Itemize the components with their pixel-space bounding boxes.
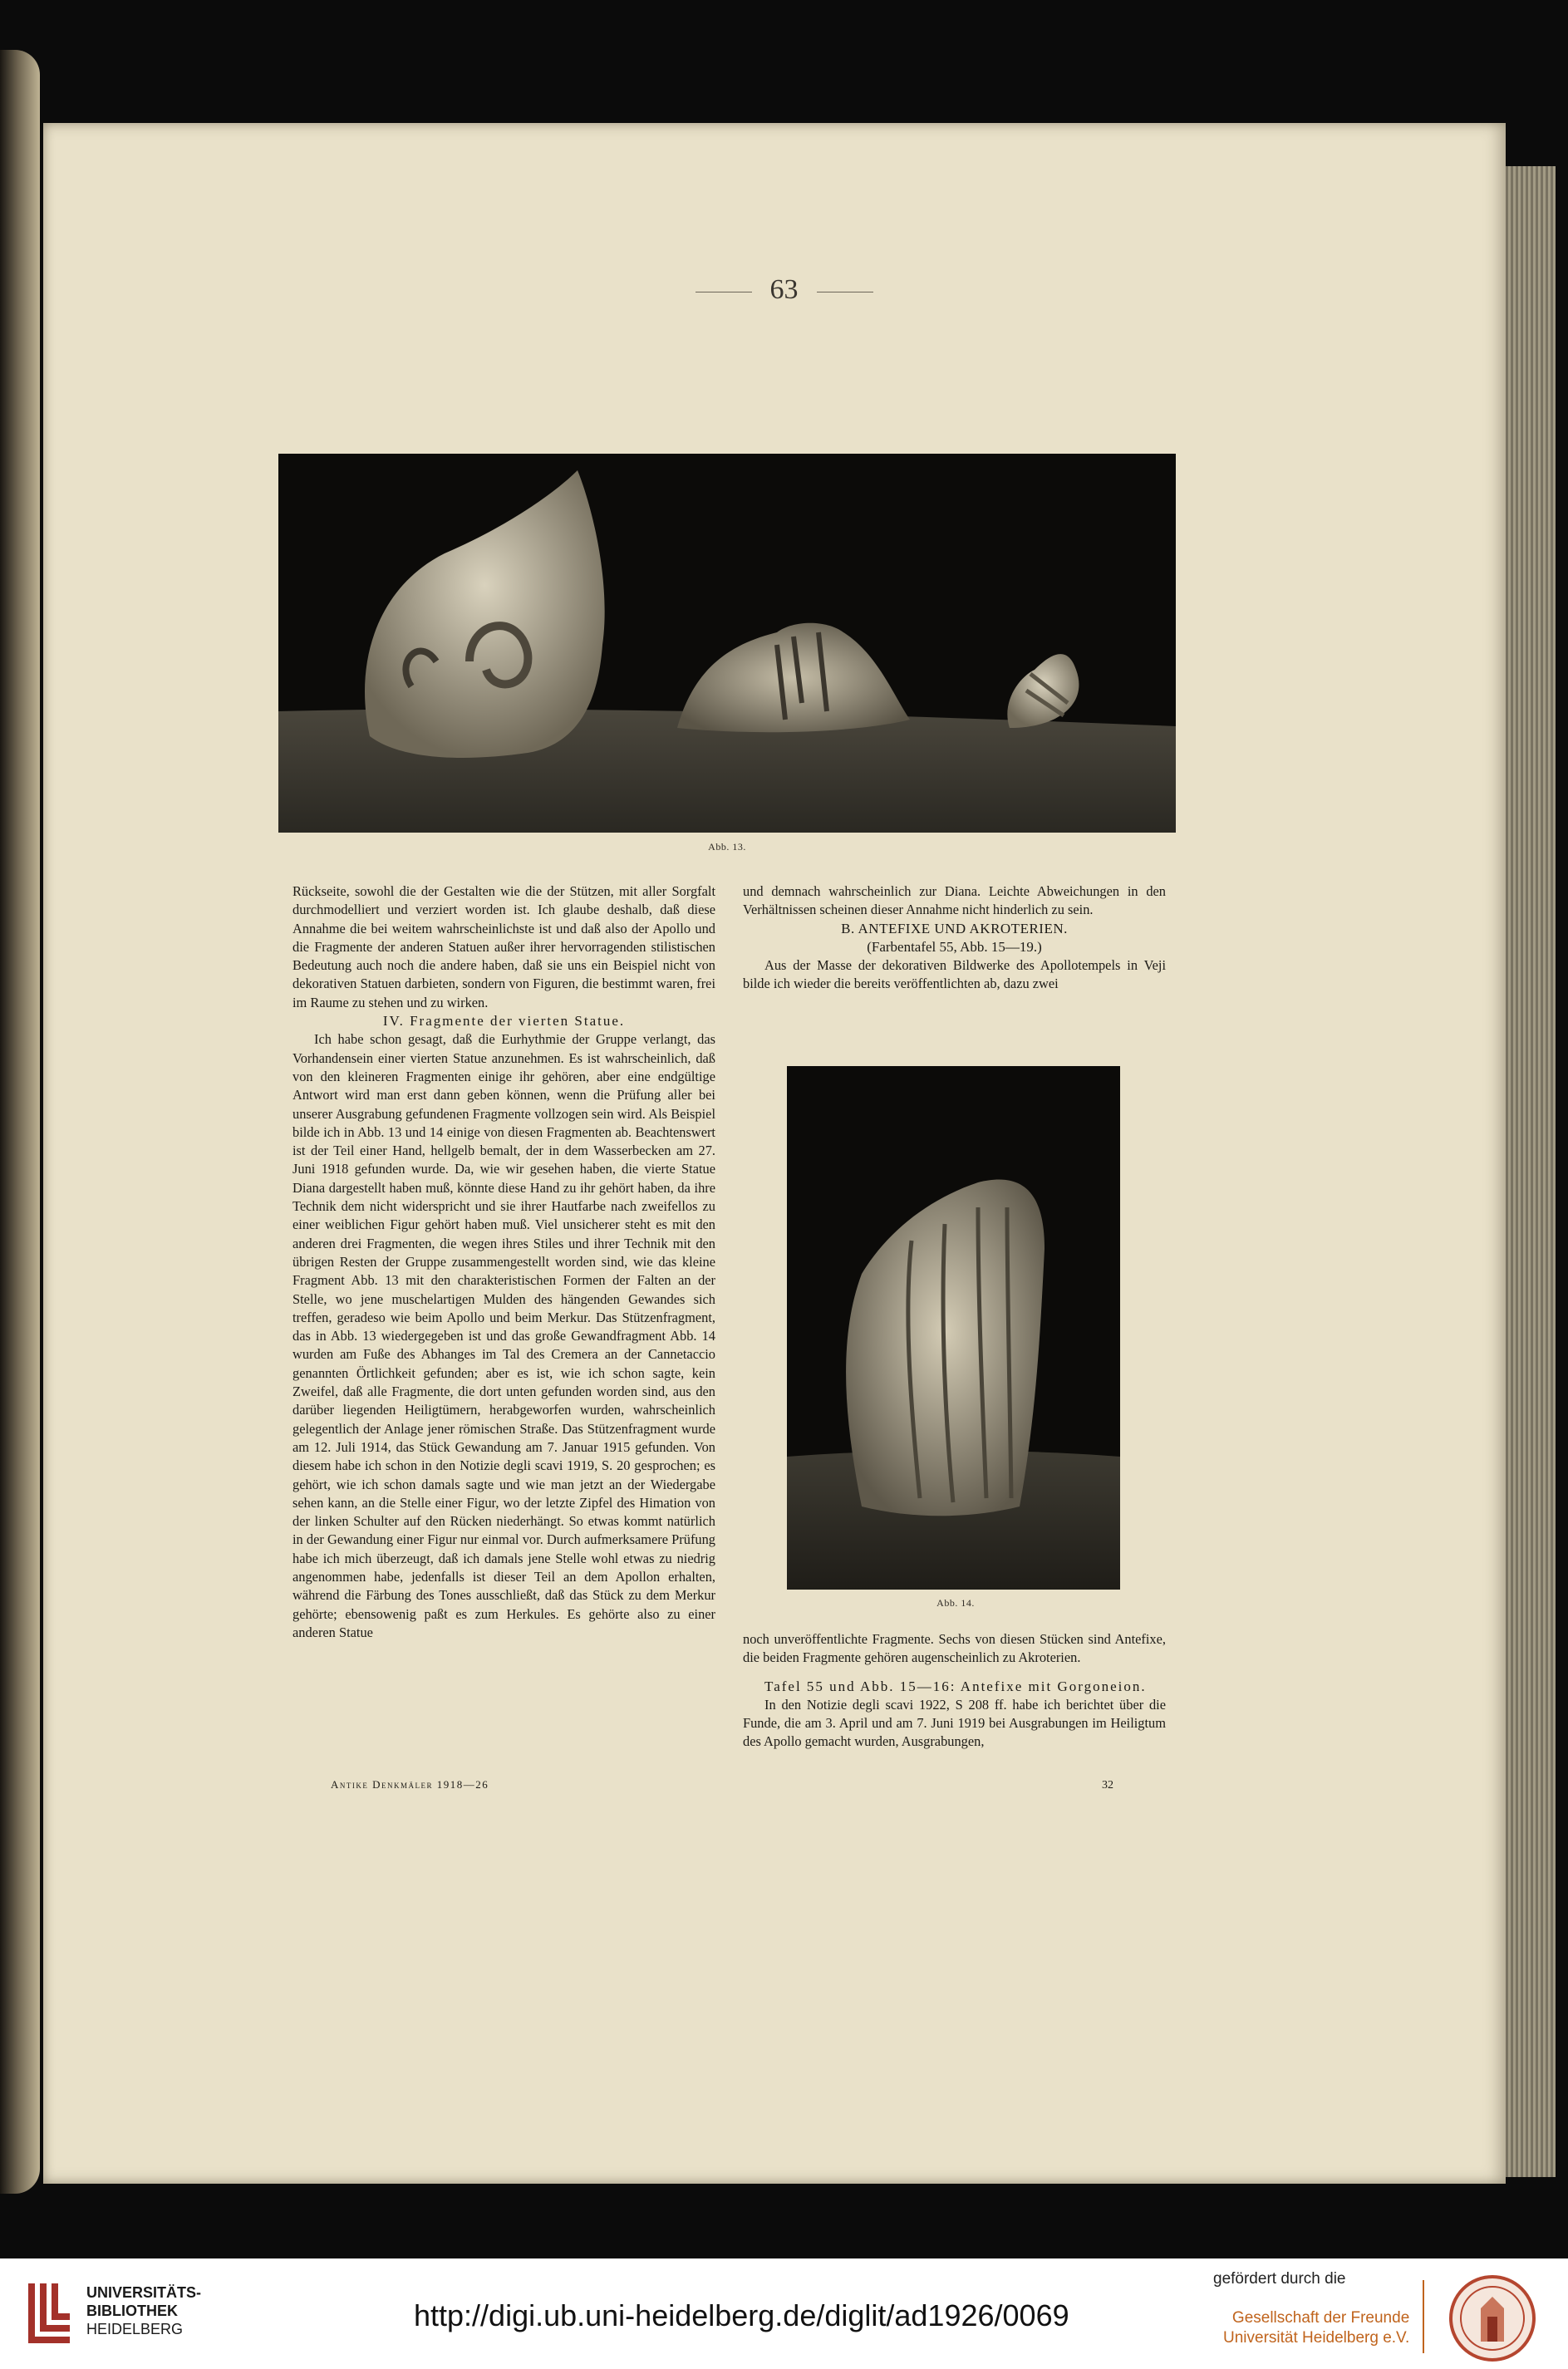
right-column-bottom <box>743 1630 1166 1752</box>
page-number-text: 63 <box>769 274 799 305</box>
section-heading-tafel: Tafel 55 und Abb. 15—16: Antefixe mit Gorgoneion. <box>764 1678 1147 1694</box>
figure-14-caption: Abb. 14. <box>936 1597 975 1609</box>
left-paragraph-1: Rückseite, sowohl die der Gestalten wie die der Stützen, mit aller Sorgfalt durchmodelliert und verziert worden ist. Ich glaube deshalb, daß diese Annahme die bei weitem wahrscheinlichste ist und daß also der Apollo und die Fragmente der anderen Statuen außer ihrer hervorragenden stilistischen Bedeutung auch noch die andere haben, daß sie uns ein Beispiel nicht von dekorativen Statuen darbieten, sondern von Figuren, die bestimmt waren, frei im Raume zu stehen und zu wirken. <box>292 883 715 1010</box>
figure-13-image <box>278 454 1176 833</box>
sheet-number: 32 <box>1102 1779 1113 1791</box>
right-paragraph-1: und demnach wahrscheinlich zur Diana. Leichte Abweichungen in den Verhältnissen scheinen dieser Annahme nicht hinderlich zu sein. <box>743 883 1166 918</box>
left-column <box>292 882 715 1642</box>
figure-13-caption: Abb. 13. <box>708 841 746 853</box>
society-line-1: Gesellschaft der Freunde <box>1231 2309 1410 2327</box>
page-number <box>0 274 1568 306</box>
figure-14-photo <box>787 1066 1120 1590</box>
section-subheading-b: (Farbentafel 55, Abb. 15—19.) <box>867 938 1042 955</box>
library-name <box>86 2283 201 2338</box>
right-column-top <box>743 882 1166 994</box>
library-name-line-1: UNIVERSITÄTS- <box>86 2284 202 2301</box>
library-logo-icon <box>25 2280 73 2343</box>
right-paragraph-2: Aus der Masse der dekorativen Bildwerke des Apollotempels in Veji bilde ich wieder die bereits veröffentlichten ab, dazu zwei <box>743 957 1166 992</box>
university-seal-icon <box>1448 2275 1537 2362</box>
book-spine <box>0 50 40 2194</box>
source-url-link[interactable]: http://digi.ub.uni-heidelberg.de/diglit/ad1926/0069 <box>414 2298 1069 2332</box>
sponsor-society-name <box>1223 2308 1409 2348</box>
sponsor-label: gefördert durch die <box>1213 2270 1346 2288</box>
library-name-line-2: BIBLIOTHEK <box>86 2303 178 2319</box>
section-heading-iv: IV. Fragmente der vierten Statue. <box>382 1013 626 1030</box>
library-name-line-3: HEIDELBERG <box>86 2321 184 2337</box>
footer-divider <box>1423 2280 1424 2353</box>
figure-14-image <box>787 1066 1120 1590</box>
figure-13-photo <box>278 454 1176 833</box>
footer-bar <box>0 2258 1568 2369</box>
page-edges <box>1506 166 1556 2177</box>
right-paragraph-4: In den Notizie degli scavi 1922, S 208 ff. habe ich berichtet über die Funde, die am 3. April und am 7. Juni 1919 bei Ausgrabungen im Heiligtum des Apollo gemacht wurden, Ausgrabungen, <box>743 1696 1166 1750</box>
book-page <box>43 123 1506 2184</box>
sheet-signature: Antike Denkmäler 1918—26 <box>331 1778 489 1791</box>
society-line-2: Universität Heidelberg e.V. <box>1223 2329 1410 2347</box>
right-paragraph-3: noch unveröffentlichte Fragmente. Sechs von diesen Stücken sind Antefixe, die beiden Fragmente gehören augenscheinlich zu Akroterien. <box>743 1631 1166 1666</box>
section-heading-b: B. ANTEFIXE UND AKROTERIEN. <box>841 920 1068 936</box>
left-paragraph-2: Ich habe schon gesagt, daß die Eurhythmie der Gruppe verlangt, das Vorhandensein einer vierten Statue anzunehmen. Es ist wahrscheinlich, daß von den kleineren Fragmenten einige ihr gehören, aber eine endgültige Antwort wird man erst dann geben können, wenn die Prüfung aller bei unserer Ausgrabung gefundenen Fragmente vollzogen sein wird. Als Beispiel bilde ich in Abb. 13 und 14 einige von diesen Fragmenten ab. Beachtenswert ist der Teil einer Hand, hellgelb bemalt, der in dem Wasserbecken am 27. Juni 1918 gefunden wurde. Da, wie wir gesehen haben, die vierte Statue Diana dargestellt haben muß, könnte diese Hand zu ihr gehört haben, da ihre Technik dem nicht widerspricht und sie ihrer Hautfarbe nach zweifellos zu einer weiblichen Figur gehört haben muß. Viel unsicherer steht es mit den anderen drei Fragmenten, die wegen ihres Stiles und ihrer Technik mit den übrigen Resten der Gruppe zusammengestellt worden sind, wie das kleine Fragment Abb. 13 mit den charakteristischen Formen der Falten an der Stelle, wo jene muschelartigen Mulden des hängenden Gewandes sich treffen, geradeso wie beim Apollo und beim Merkur. Das Stützenfragment, das in Abb. 13 wiedergegeben ist und das große Gewandfragment Abb. 14 wurden am Fuße des Abhanges im Tal des Cremera an der Cannetaccio genannten Örtlichkeit gefunden; aber es ist, wie ich schon sagte, kein Zweifel, daß alle Fragmente, die dort unten gefunden worden sind, aus den darüber liegenden Heiligtümern, herabgeworfen wurden, wahrscheinlich gelegentlich der Anlage jener römischen Straße. Das Stützenfragment wurde am 12. Juli 1914, das Stück Gewandung am 7. Januar 1915 gefunden. Von diesem habe ich schon in den Notizie degli scavi 1919, S. 20 gesprochen; es gehört, wie ich schon damals sagte und wie man jetzt an der Wiedergabe sehen kann, an die Stelle einer Figur, wo der letzte Zipfel des Himation von der linken Schulter auf den Rücken niederhängt. So etwas kommt natürlich in der Gewandung einer Figur nur einmal vor. Durch aufmerksamere Prüfung habe ich mich überzeugt, daß ich damals jene Stelle wohl etwas zu niedrig angenommen habe, jedenfalls ist dieser Teil an dem Apollon erhalten, während die Färbung des Tones ausschließt, daß das Stück zu dem Merkur gehörte; ebensowenig paßt es zum Herkules. Es gehörte also zu einer anderen Statue <box>292 1031 715 1640</box>
